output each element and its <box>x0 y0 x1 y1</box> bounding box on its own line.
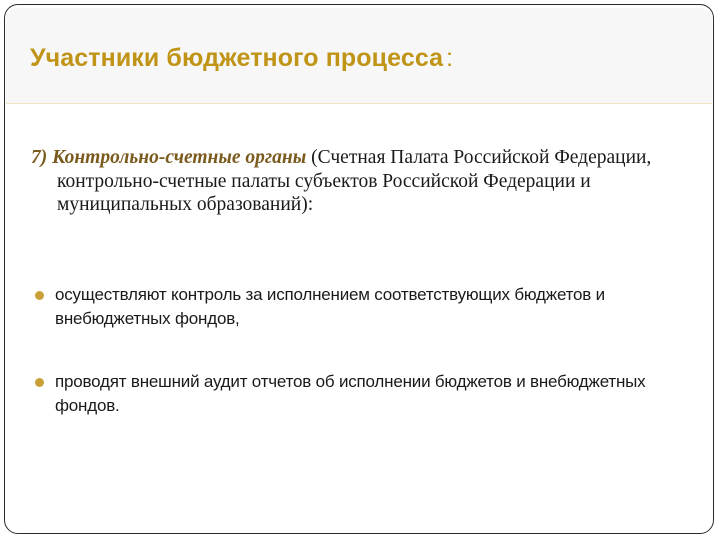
slide-title <box>30 44 453 73</box>
bullet-list <box>32 283 702 418</box>
bullet-text-audit: проводят внешний аудит отчетов об исполнении бюджетов и внебюджетных фондов. <box>55 372 646 415</box>
slide-title-colon: : <box>446 44 454 72</box>
slide-title-text: Участники бюджетного процесса <box>30 44 444 72</box>
bullet-text-control: осуществляют контроль за исполнением соответствующих бюджетов и внебюджетных фондов, <box>55 285 605 328</box>
bullet-dot-icon <box>35 291 44 300</box>
title-divider <box>6 103 712 104</box>
bullet-item-audit <box>32 370 702 418</box>
intro-lead: 7) Контрольно-счетные органы <box>31 147 307 168</box>
bullet-dot-icon <box>35 378 44 387</box>
intro-text: (Счетная Палата Российской Федерации, контрольно-счетные палаты субъектов Российской Федерации и муниципальных образований): <box>57 147 652 215</box>
intro-paragraph <box>31 146 677 217</box>
bullet-item-control <box>32 283 702 331</box>
